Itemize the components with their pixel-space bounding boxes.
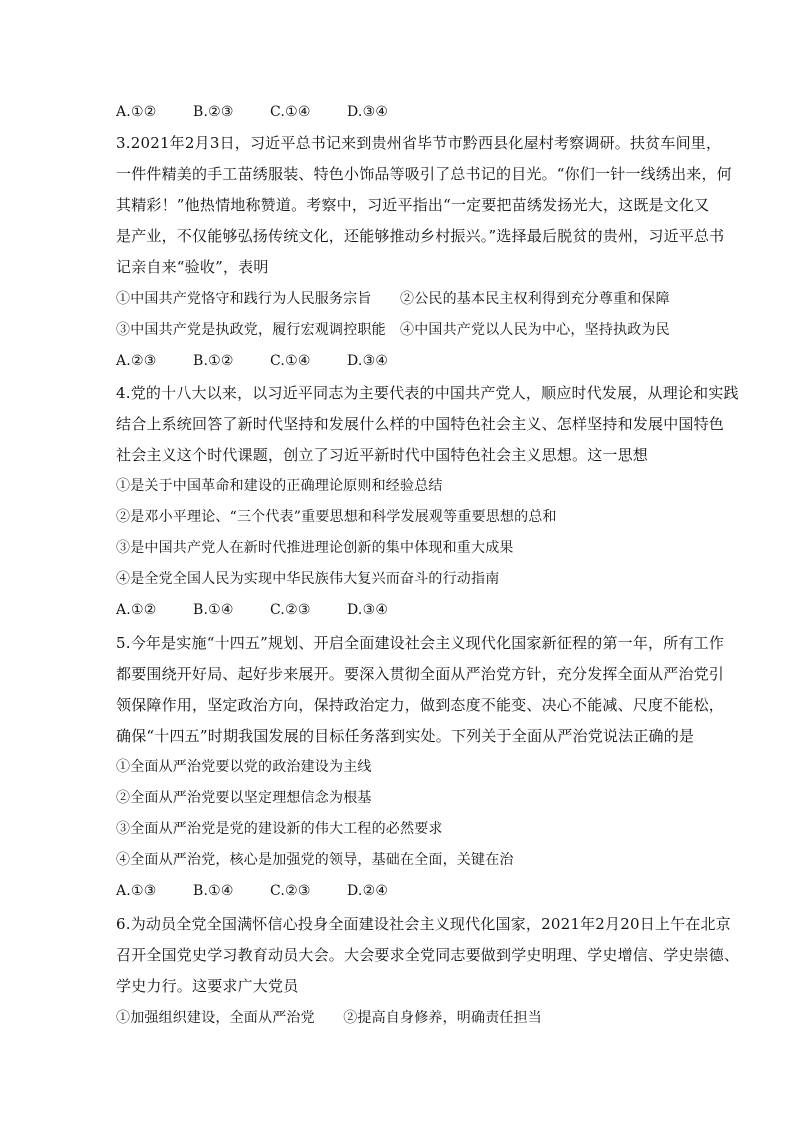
q3-statements-1: ①中国共产党恪守和践行为人民服务宗旨 ②公民的基本民主权利得到充分尊重和保障 — [116, 291, 670, 307]
q3-stem-line-4: 是产业，不仅能够弘扬传统文化，还能够推动乡村振兴。”选择最后脱贫的贵州，习近平总书 — [116, 227, 725, 245]
option-b[interactable]: B.②③ — [193, 104, 234, 120]
q4-statement-2: ②是邓小平理论、“三个代表”重要思想和科学发展观等重要思想的总和 — [116, 509, 557, 525]
option-b[interactable]: B.①④ — [193, 602, 234, 618]
q6-stem-line-3: 学史力行。这要求广大党员 — [116, 977, 299, 995]
option-a[interactable]: A.①② — [116, 602, 157, 618]
q3-stem-line-2: 一件件精美的手工苗绣服装、特色小饰品等吸引了总书记的目光。“你们一针一线绣出来，何 — [116, 165, 732, 183]
q6-statements-1: ①加强组织建设，全面从严治党 ②提高自身修养，明确责任担当 — [116, 1010, 542, 1026]
q3-stem-line-3: 其精彩！”他热情地称赞道。考察中，习近平指出“一定要把苗绣发扬光大，这既是文化又 — [116, 196, 710, 214]
q5-statement-4: ④全面从严治党，核心是加强党的领导，基础在全面，关键在治 — [116, 852, 514, 868]
option-b[interactable]: B.①② — [193, 353, 234, 369]
q5-options — [116, 876, 688, 907]
option-c[interactable]: C.①④ — [270, 353, 311, 369]
q6-stem-line-1: 6.为动员全党全国满怀信心投身全面建设社会主义现代化国家，2021年2月20日上午在北京 — [116, 915, 731, 933]
option-c[interactable]: C.②③ — [270, 883, 311, 899]
option-a[interactable]: A.①③ — [116, 883, 157, 899]
option-d[interactable]: D.③④ — [347, 353, 389, 369]
q4-stem-line-2: 结合上系统回答了新时代坚持和发展什么样的中国特色社会主义、怎样坚持和发展中国特色 — [116, 415, 725, 433]
option-d[interactable]: D.③④ — [347, 602, 389, 618]
q5-stem-line-1: 5.今年是实施“十四五”规划、开启全面建设社会主义现代化国家新征程的第一年，所有工作 — [116, 634, 725, 652]
option-c[interactable]: C.①④ — [270, 104, 311, 120]
q3-stem-line-5: 记亲自来“验收”，表明 — [116, 258, 269, 276]
q4-stem-line-1: 4.党的十八大以来，以习近平同志为主要代表的中国共产党人，顺应时代发展，从理论和实践 — [116, 384, 739, 402]
q4-statement-4: ④是全党全国人民为实现中华民族伟大复兴而奋斗的行动指南 — [116, 571, 500, 587]
q4-statement-1: ①是关于中国革命和建设的正确理论原则和经验总结 — [116, 478, 443, 494]
q5-stem-line-2: 都要围绕开好局、起好步来展开。要深入贯彻全面从严治党方针，充分发挥全面从严治党引 — [116, 665, 725, 683]
option-a[interactable]: A.①② — [116, 104, 157, 120]
q5-statement-2: ②全面从严治党要以坚定理想信念为根基 — [116, 790, 372, 806]
q5-statement-3: ③全面从严治党是党的建设新的伟大工程的必然要求 — [116, 821, 443, 837]
q3-options — [116, 346, 688, 377]
q6-stem-line-2: 召开全国党史学习教育动员大会。大会要求全党同志要做到学史明理、学史增信、学史崇德、 — [116, 946, 740, 964]
q4-stem-line-3: 社会主义这个时代课题，创立了习近平新时代中国特色社会主义思想。这一思想 — [116, 446, 649, 464]
q5-statement-1: ①全面从严治党要以党的政治建设为主线 — [116, 759, 372, 775]
q2-options — [116, 97, 688, 128]
q3-stem-line-1: 3.2021年2月3日，习近平总书记来到贵州省毕节市黔西县化屋村考察调研。扶贫车间里， — [116, 134, 722, 152]
option-d[interactable]: D.③④ — [347, 104, 389, 120]
q4-options — [116, 595, 688, 626]
option-b[interactable]: B.①④ — [193, 883, 234, 899]
q3-statements-2: ③中国共产党是执政党，履行宏观调控职能 ④中国共产党以人民为中心，坚持执政为民 — [116, 322, 670, 338]
option-c[interactable]: C.②③ — [270, 602, 311, 618]
q5-stem-line-3: 领保障作用，坚定政治方向，保持政治定力，做到态度不能变、决心不能减、尺度不能松， — [116, 696, 725, 714]
option-d[interactable]: D.②④ — [347, 883, 389, 899]
option-a[interactable]: A.②③ — [116, 353, 157, 369]
q4-statement-3: ③是中国共产党人在新时代推进理论创新的集中体现和重大成果 — [116, 540, 514, 556]
q5-stem-line-4: 确保“十四五”时期我国发展的目标任务落到实处。下列关于全面从严治党说法正确的是 — [116, 727, 695, 745]
